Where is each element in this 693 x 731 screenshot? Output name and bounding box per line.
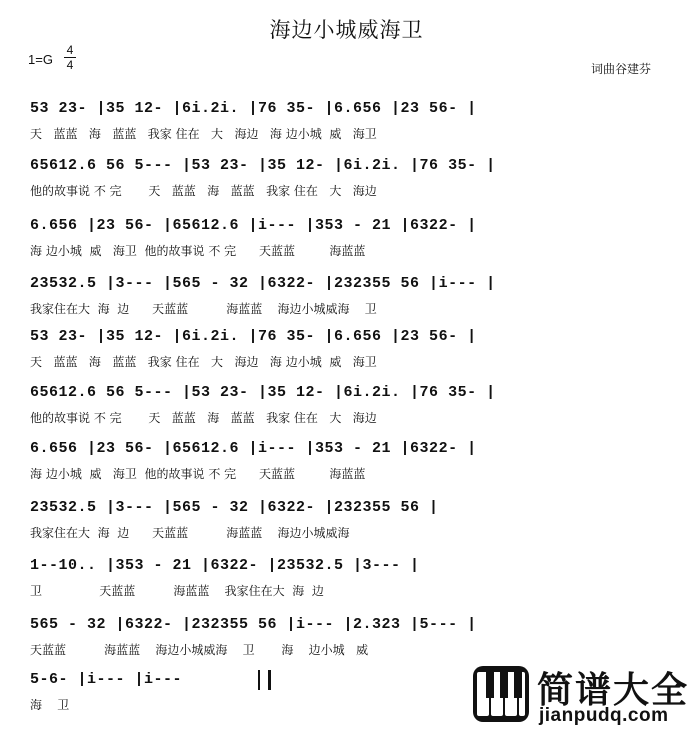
notation-line: 6.656 |23 56- |65612.6 |i--- |353 - 21 |6322- | (30, 440, 477, 457)
final-barline (258, 670, 271, 690)
lyrics-line: 我家住在大 海 边 天蓝蓝 海蓝蓝 海边小城威海 (30, 526, 350, 540)
notation-line: 1--10.. |353 - 21 |6322- |23532.5 |3--- | (30, 557, 420, 574)
credits: 词曲谷建芬 (591, 62, 652, 76)
lyrics-line: 天 蓝蓝 海 蓝蓝 我家 住在 大 海边 海 边小城 威 海卫 (30, 355, 377, 369)
notation-line: 23532.5 |3--- |565 - 32 |6322- |232355 56 |i--- | (30, 275, 496, 292)
site-watermark (465, 662, 693, 731)
lyrics-line: 海 边小城 威 海卫 他的故事说 不 完 天蓝蓝 海蓝蓝 (30, 244, 366, 258)
lyrics-line: 天 蓝蓝 海 蓝蓝 我家 住在 大 海边 海 边小城 威 海卫 (30, 127, 377, 141)
lyrics-line: 他的故事说 不 完 天 蓝蓝 海 蓝蓝 我家 住在 大 海边 (30, 184, 377, 198)
notation-line: 65612.6 56 5--- |53 23- |35 12- |6i.2i. |76 35- | (30, 384, 496, 401)
notation-line: 565 - 32 |6322- |232355 56 |i--- |2.323 |5--- | (30, 616, 477, 633)
notation-line: 53 23- |35 12- |6i.2i. |76 35- |6.656 |23 56- | (30, 100, 477, 117)
lyrics-line: 我家住在大 海 边 天蓝蓝 海蓝蓝 海边小城威海 卫 (30, 302, 377, 316)
notation-line: 65612.6 56 5--- |53 23- |35 12- |6i.2i. |76 35- | (30, 157, 496, 174)
lyrics-line: 天蓝蓝 海蓝蓝 海边小城威海 卫 海 边小城 威 (30, 643, 369, 657)
lyrics-line: 海 卫 (30, 698, 70, 712)
time-signature (64, 44, 76, 71)
watermark-name: 简谱大全 (537, 670, 690, 711)
lyrics-line: 海 边小城 威 海卫 他的故事说 不 完 天蓝蓝 海蓝蓝 (30, 467, 366, 481)
lyrics-line: 他的故事说 不 完 天 蓝蓝 海 蓝蓝 我家 住在 大 海边 (30, 411, 377, 425)
notation-line: 23532.5 |3--- |565 - 32 |6322- |232355 56 | (30, 499, 439, 516)
watermark-url: jianpudq.com (539, 705, 669, 726)
notation-line: 53 23- |35 12- |6i.2i. |76 35- |6.656 |23 56- | (30, 328, 477, 345)
song-title: 海边小城威海卫 (269, 18, 424, 42)
time-signature-top: 4 (66, 43, 74, 57)
key-signature: 1=G (28, 52, 53, 67)
notation-line: 6.656 |23 56- |65612.6 |i--- |353 - 21 |6322- | (30, 217, 477, 234)
piano-icon (473, 666, 529, 722)
lyrics-line: 卫 天蓝蓝 海蓝蓝 我家住在大 海 边 (30, 584, 324, 598)
notation-line: 5-6- |i--- |i--- (30, 671, 183, 688)
time-signature-bottom: 4 (66, 58, 74, 72)
